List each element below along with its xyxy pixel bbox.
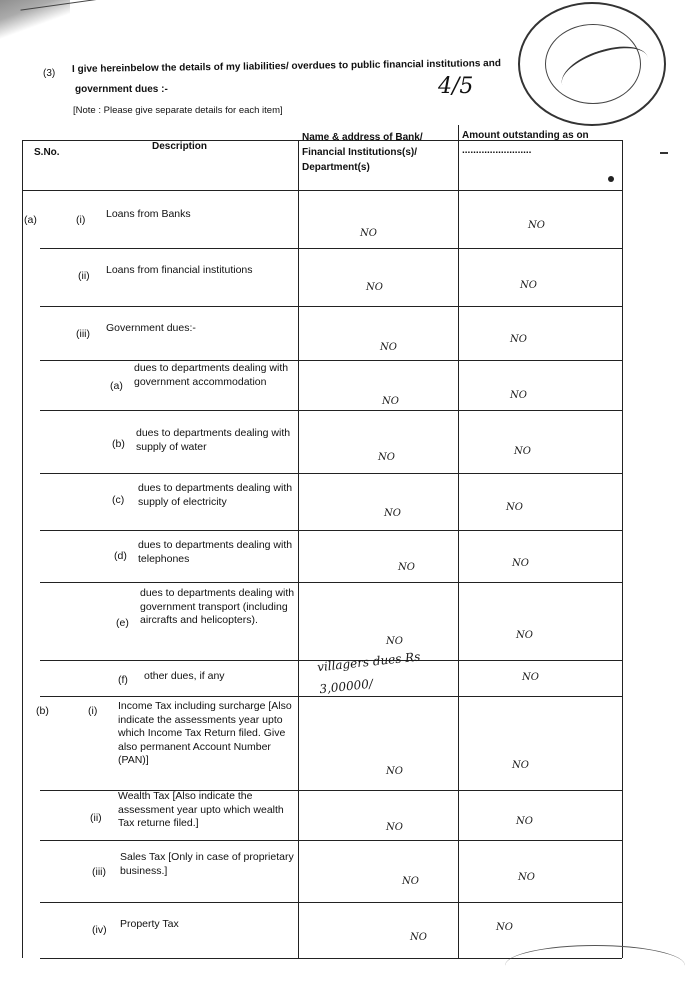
row-desc: dues to departments dealing with supply of electricity	[138, 482, 293, 508]
row-bank-value: NO	[378, 452, 395, 463]
row-amount-value: NO	[518, 872, 535, 883]
row-divider	[40, 473, 622, 474]
row-bank-value: NO	[360, 228, 377, 239]
row-subsub: (a)	[110, 380, 123, 392]
row-desc: dues to departments dealing with government transport (including aircrafts and helicopters).	[140, 587, 295, 626]
header-description: Description	[152, 141, 208, 152]
row-divider	[40, 306, 622, 307]
row-desc: Income Tax including surcharge [Also indicate the assessments year upto which Income Tax Return filed. Give also permanent Account Number (PAN)]	[118, 700, 292, 766]
row-bank-value: NO	[386, 766, 403, 777]
row-amount-value: NO	[496, 922, 513, 933]
row-amount-value: NO	[516, 816, 533, 827]
row-sub: (ii)	[90, 812, 102, 824]
row-desc: Property Tax	[120, 918, 179, 930]
row-amount-value: NO	[522, 672, 539, 683]
header-amount: Amount outstanding as on .........................	[462, 130, 589, 156]
row-divider	[40, 840, 622, 841]
row-bank-value: NO	[380, 342, 397, 353]
row-bank-value: NO	[382, 396, 399, 407]
row-subsub: (e)	[116, 617, 129, 629]
row-desc: dues to departments dealing with telephones	[138, 539, 293, 565]
row-desc: Sales Tax [Only in case of proprietary business.]	[120, 851, 294, 877]
table-border-left	[22, 140, 23, 958]
row-bank-value: NO	[366, 282, 383, 293]
row-divider	[40, 902, 622, 903]
row-divider	[40, 248, 622, 249]
row-amount-value: NO	[528, 220, 545, 231]
col-divider-bank	[298, 140, 299, 958]
header-bottom-line	[22, 190, 622, 191]
row-divider	[40, 530, 622, 531]
header-sno: S.No.	[34, 147, 60, 158]
row-divider	[40, 410, 622, 411]
row-desc: Government dues:-	[106, 322, 196, 334]
row-subsub: (c)	[112, 494, 125, 506]
row-amount-value: NO	[510, 390, 527, 401]
row-sub: (i)	[76, 214, 86, 226]
row-desc: dues to departments dealing with government accommodation	[134, 362, 289, 388]
row-desc: dues to departments dealing with supply of water	[136, 427, 291, 453]
row-bank-value: NO	[386, 822, 403, 833]
row-bank-value: NO	[384, 508, 401, 519]
row-amount-value: NO	[520, 280, 537, 291]
row-sno: (a)	[24, 214, 37, 226]
row-desc: Loans from Banks	[106, 208, 191, 220]
row-sub: (ii)	[78, 270, 90, 282]
row-sub: (i)	[88, 705, 98, 717]
header-bank: Name & address of Bank/ Financial Institutions(s)/ Department(s)	[302, 132, 423, 173]
ink-dot	[608, 176, 614, 182]
row-amount-value: NO	[512, 558, 529, 569]
note: [Note : Please give separate details for each item]	[73, 105, 283, 116]
scan-mark	[0, 0, 70, 40]
row-divider	[40, 360, 622, 361]
row-amount-value: NO	[512, 760, 529, 771]
ink-dash	[660, 152, 668, 154]
table-border-right	[622, 140, 623, 958]
col-divider-amount	[458, 125, 459, 958]
item-number: (3)	[43, 68, 56, 79]
row-subsub: (d)	[114, 550, 127, 562]
row-amount-value: NO	[516, 630, 533, 641]
row-sub: (iv)	[92, 924, 107, 936]
row-amount-value: NO	[506, 502, 523, 513]
row-desc: other dues, if any	[144, 670, 225, 682]
row-desc: Loans from financial institutions	[106, 264, 253, 276]
row-bank-value: NO	[410, 932, 427, 943]
row-amount-value: NO	[514, 446, 531, 457]
intro-line-1: I give hereinbelow the details of my liabilities/ overdues to public financial institutions and	[71, 58, 502, 75]
row-bank-value: NO	[402, 876, 419, 887]
row-bank-value: NO	[386, 636, 403, 647]
row-bank-value: NO	[398, 562, 415, 573]
row-divider	[40, 582, 622, 583]
row-bank-value: villagers dues Rs 3,00000/	[316, 649, 421, 697]
row-amount-value: NO	[510, 334, 527, 345]
row-sub: (iii)	[92, 866, 106, 878]
intro-line-2: government dues :-	[75, 84, 168, 95]
row-sub: (iii)	[76, 328, 90, 340]
row-subsub: (b)	[112, 438, 125, 450]
page-mark: 4/5	[438, 74, 474, 99]
row-desc: Wealth Tax [Also indicate the assessment year upto which wealth Tax returne filed.]	[118, 790, 284, 829]
row-subsub: (f)	[118, 674, 128, 686]
row-sno: (b)	[36, 705, 49, 717]
bottom-curve	[505, 945, 685, 986]
